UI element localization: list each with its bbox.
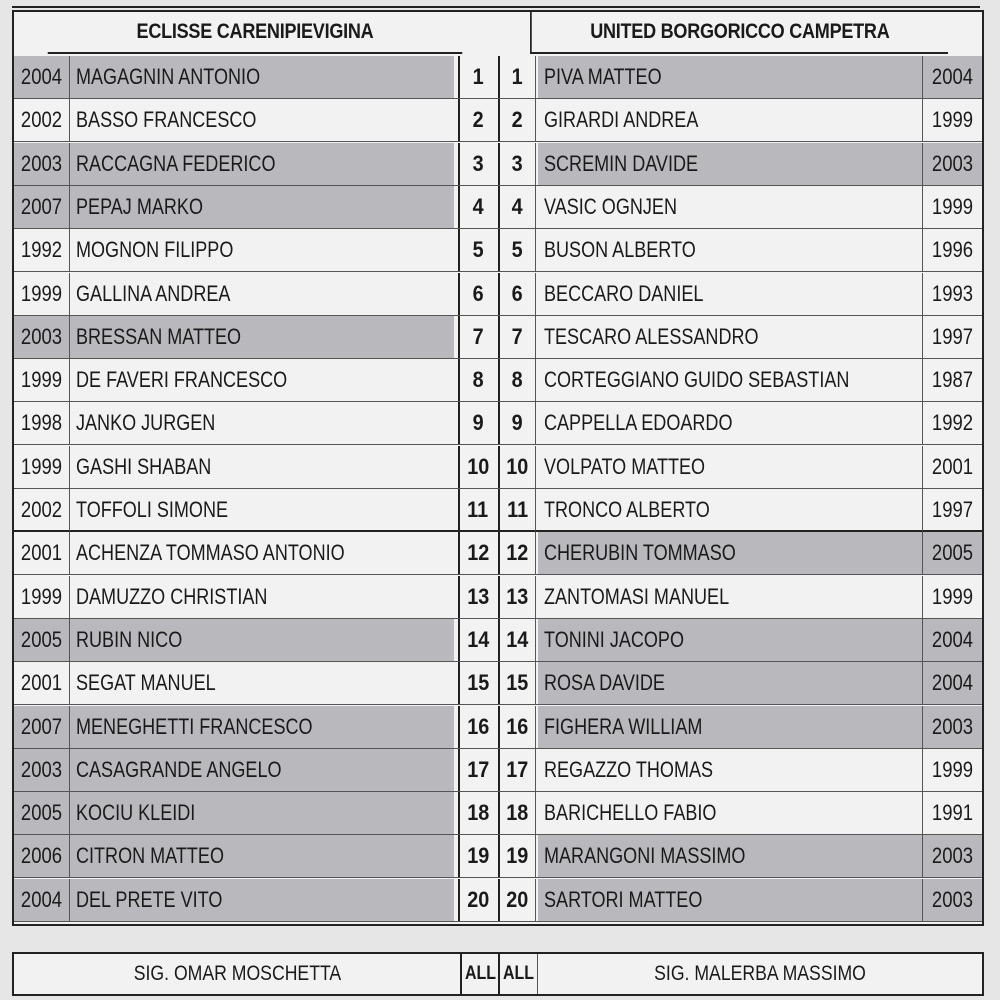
home-player-name-text: BRESSAN MATTEO: [76, 323, 242, 349]
home-player-name-text: JANKO JURGEN: [76, 410, 216, 436]
officials-row: [12, 952, 984, 996]
home-player-name: [70, 359, 454, 401]
home-player-name-text: CASAGRANDE ANGELO: [76, 756, 282, 782]
away-birth-year-text: 2003: [931, 713, 974, 739]
away-birth-year: [922, 532, 982, 574]
away-birth-year-text: 2004: [931, 626, 974, 652]
home-player-name-text: BASSO FRANCESCO: [76, 107, 257, 133]
home-shirt-number-text: 17: [466, 756, 490, 782]
away-coach-role: [498, 954, 538, 994]
home-player-name: [70, 532, 454, 574]
away-shirt-number: [498, 186, 536, 228]
table-row: [14, 619, 982, 662]
away-birth-year: [922, 56, 982, 98]
away-birth-year-text: 2004: [931, 670, 974, 696]
away-shirt-number: [498, 316, 536, 358]
away-birth-year: [922, 879, 982, 921]
home-shirt-number-text: 8: [472, 367, 484, 393]
home-shirt-number: [458, 619, 496, 661]
away-player-name-text: FIGHERA WILLIAM: [544, 713, 703, 739]
home-player-name-text: RACCAGNA FEDERICO: [76, 150, 276, 176]
away-birth-year-text: 1992: [931, 410, 974, 436]
home-shirt-number-text: 16: [466, 713, 490, 739]
home-player-name: [70, 662, 454, 704]
table-row: [14, 446, 982, 489]
away-shirt-number: [498, 879, 536, 921]
home-team-header: ECLISSE CARENIPIEVIGINA: [48, 12, 463, 54]
home-shirt-number: [458, 316, 496, 358]
home-player-name-text: MENEGHETTI FRANCESCO: [76, 713, 313, 739]
home-birth-year: [14, 532, 70, 574]
away-birth-year-text: 1997: [931, 497, 974, 522]
away-birth-year: [922, 446, 982, 488]
away-player-name: [538, 359, 922, 401]
home-birth-year-text: 2002: [20, 497, 63, 522]
home-birth-year: [14, 229, 70, 271]
away-shirt-number: [498, 749, 536, 791]
away-player-name-text: ROSA DAVIDE: [544, 670, 665, 696]
table-row: [14, 749, 982, 792]
table-row: [14, 273, 982, 316]
home-player-name-text: CITRON MATTEO: [76, 843, 224, 869]
table-row: [14, 359, 982, 402]
home-coach-text: SIG. OMAR MOSCHETTA: [133, 962, 341, 985]
away-shirt-number-text: 5: [511, 237, 524, 263]
away-shirt-number-text: 4: [511, 193, 524, 219]
away-coach-text: SIG. MALERBA MASSIMO: [654, 962, 866, 985]
away-birth-year: [922, 99, 982, 141]
away-birth-year: [922, 749, 982, 791]
away-player-name: [538, 879, 922, 921]
home-birth-year-text: 2005: [20, 800, 63, 826]
away-birth-year: [922, 835, 982, 877]
home-player-name-text: MAGAGNIN ANTONIO: [76, 64, 261, 89]
away-shirt-number-text: 18: [506, 800, 529, 826]
away-shirt-number: [498, 489, 536, 531]
home-birth-year-text: 1999: [20, 280, 63, 306]
home-shirt-number: [458, 229, 496, 271]
home-player-name-text: MOGNON FILIPPO: [76, 237, 234, 263]
away-player-name-text: ZANTOMASI MANUEL: [544, 583, 730, 609]
home-birth-year: [14, 359, 70, 401]
table-row: [14, 402, 982, 445]
home-shirt-number-text: 7: [472, 323, 484, 349]
away-birth-year: [922, 229, 982, 271]
away-shirt-number: [498, 532, 536, 574]
home-shirt-number: [458, 99, 496, 141]
home-shirt-number: [458, 56, 496, 98]
home-shirt-number: [458, 879, 496, 921]
away-shirt-number-text: 3: [511, 150, 524, 176]
roster-table: [12, 10, 984, 926]
away-shirt-number-text: 7: [511, 323, 524, 349]
home-birth-year: [14, 662, 70, 704]
away-player-name-text: REGAZZO THOMAS: [544, 756, 714, 782]
away-player-name: [538, 402, 922, 444]
away-player-name: [538, 662, 922, 704]
home-birth-year-text: 1992: [20, 237, 63, 263]
home-shirt-number: [458, 835, 496, 877]
away-birth-year-text: 1997: [931, 323, 974, 349]
table-row: [14, 706, 982, 749]
home-birth-year-text: 2001: [20, 670, 63, 696]
home-shirt-number-text: 9: [472, 410, 484, 436]
home-shirt-number-text: 18: [466, 800, 490, 826]
home-role-text: ALL: [464, 963, 496, 984]
table-row: [14, 792, 982, 835]
away-birth-year-text: 2004: [931, 64, 974, 89]
away-player-name: [538, 489, 922, 531]
away-team-header: UNITED BORGORICCO CAMPETRA: [530, 12, 948, 54]
away-birth-year-text: 2003: [931, 150, 974, 176]
away-player-name-text: TESCARO ALESSANDRO: [544, 323, 759, 349]
table-row: [14, 56, 982, 99]
home-player-name-text: GASHI SHABAN: [76, 453, 212, 479]
away-shirt-number-text: 20: [506, 886, 529, 912]
home-birth-year-text: 2001: [20, 540, 63, 566]
away-birth-year-text: 1993: [931, 280, 974, 306]
away-player-name: [538, 143, 922, 185]
home-birth-year: [14, 56, 70, 98]
table-row: [14, 532, 982, 575]
away-birth-year-text: 1999: [931, 756, 974, 782]
away-player-name-text: CHERUBIN TOMMASO: [544, 540, 736, 566]
home-player-name: [70, 792, 454, 834]
away-shirt-number-text: 14: [506, 626, 529, 652]
away-coach-name: [538, 954, 982, 994]
away-player-name-text: BECCARO DANIEL: [544, 280, 704, 306]
home-shirt-number-text: 1: [472, 64, 484, 89]
home-shirt-number-text: 14: [466, 626, 490, 652]
away-player-name: [538, 792, 922, 834]
home-shirt-number-text: 12: [466, 540, 490, 566]
home-birth-year: [14, 402, 70, 444]
home-birth-year: [14, 835, 70, 877]
home-player-name-text: KOCIU KLEIDI: [76, 800, 196, 826]
table-row: [14, 143, 982, 186]
home-birth-year-text: 2003: [20, 150, 63, 176]
table-row: [14, 186, 982, 229]
home-shirt-number-text: 5: [472, 237, 484, 263]
away-shirt-number: [498, 835, 536, 877]
away-player-name-text: TONINI JACOPO: [544, 626, 685, 652]
home-birth-year: [14, 489, 70, 531]
home-player-name: [70, 56, 454, 98]
table-row: [14, 879, 982, 922]
home-birth-year-text: 1998: [20, 410, 63, 436]
home-player-name-text: DE FAVERI FRANCESCO: [76, 367, 288, 393]
home-player-name: [70, 749, 454, 791]
home-shirt-number-text: 11: [467, 497, 489, 522]
away-shirt-number-text: 11: [507, 497, 528, 522]
home-player-name-text: RUBIN NICO: [76, 626, 183, 652]
away-shirt-number-text: 17: [506, 756, 529, 782]
home-player-name-text: DEL PRETE VITO: [76, 886, 223, 912]
table-row: [14, 576, 982, 619]
away-shirt-number: [498, 662, 536, 704]
home-birth-year: [14, 273, 70, 315]
away-player-name-text: SCREMIN DAVIDE: [544, 150, 699, 176]
away-shirt-number: [498, 402, 536, 444]
away-birth-year: [922, 316, 982, 358]
away-player-name-text: VOLPATO MATTEO: [544, 453, 706, 479]
home-birth-year-text: 2007: [20, 193, 63, 219]
away-shirt-number-text: 2: [511, 107, 524, 133]
home-shirt-number-text: 6: [472, 280, 484, 306]
home-player-name-text: SEGAT MANUEL: [76, 670, 216, 696]
home-player-name: [70, 316, 454, 358]
away-player-name-text: CAPPELLA EDOARDO: [544, 410, 733, 436]
away-shirt-number-text: 10: [506, 453, 529, 479]
home-shirt-number-text: 3: [472, 150, 484, 176]
home-shirt-number: [458, 143, 496, 185]
home-birth-year-text: 2004: [20, 64, 63, 89]
table-row: [14, 99, 982, 142]
home-shirt-number: [458, 749, 496, 791]
away-player-name: [538, 273, 922, 315]
away-player-name-text: TRONCO ALBERTO: [544, 497, 710, 522]
away-birth-year: [922, 792, 982, 834]
home-shirt-number: [458, 359, 496, 401]
away-birth-year-text: 1999: [931, 583, 974, 609]
home-shirt-number-text: 19: [466, 843, 490, 869]
home-player-name-text: TOFFOLI SIMONE: [76, 497, 229, 522]
table-row: [14, 489, 982, 532]
away-shirt-number: [498, 229, 536, 271]
away-player-name: [538, 99, 922, 141]
away-player-name-text: VASIC OGNJEN: [544, 193, 677, 219]
away-shirt-number: [498, 143, 536, 185]
home-coach-name: [14, 954, 460, 994]
home-player-name: [70, 835, 454, 877]
away-birth-year: [922, 359, 982, 401]
away-player-name: [538, 446, 922, 488]
away-birth-year: [922, 402, 982, 444]
home-player-name: [70, 619, 454, 661]
home-player-name: [70, 489, 454, 531]
away-shirt-number: [498, 792, 536, 834]
away-player-name: [538, 186, 922, 228]
home-shirt-number: [458, 273, 496, 315]
table-row: [14, 835, 982, 878]
away-shirt-number-text: 9: [511, 410, 524, 436]
away-player-name-text: BARICHELLO FABIO: [544, 800, 717, 826]
home-player-name: [70, 576, 454, 618]
home-player-name-text: GALLINA ANDREA: [76, 280, 231, 306]
away-birth-year: [922, 186, 982, 228]
home-birth-year-text: 2002: [20, 107, 63, 133]
table-row: [14, 662, 982, 705]
home-player-name: [70, 229, 454, 271]
away-shirt-number: [498, 273, 536, 315]
away-birth-year: [922, 273, 982, 315]
home-shirt-number-text: 4: [472, 193, 484, 219]
home-player-name: [70, 706, 454, 748]
away-birth-year-text: 2003: [931, 886, 974, 912]
home-player-name: [70, 99, 454, 141]
home-shirt-number: [458, 576, 496, 618]
away-birth-year: [922, 576, 982, 618]
away-shirt-number: [498, 576, 536, 618]
away-birth-year-text: 1991: [931, 800, 974, 826]
home-player-name: [70, 879, 454, 921]
home-shirt-number: [458, 446, 496, 488]
home-birth-year: [14, 619, 70, 661]
home-birth-year: [14, 316, 70, 358]
away-shirt-number-text: 15: [506, 670, 529, 696]
home-shirt-number: [458, 706, 496, 748]
home-birth-year-text: 2007: [20, 713, 63, 739]
home-birth-year-text: 1999: [20, 453, 63, 479]
home-player-name-text: ACHENZA TOMMASO ANTONIO: [76, 540, 345, 566]
away-player-name: [538, 576, 922, 618]
home-shirt-number: [458, 489, 496, 531]
table-row: [14, 316, 982, 359]
away-shirt-number-text: 16: [506, 713, 529, 739]
home-birth-year: [14, 186, 70, 228]
away-birth-year-text: 1996: [931, 237, 974, 263]
away-shirt-number: [498, 56, 536, 98]
roster-rows: [14, 56, 982, 922]
away-birth-year-text: 2001: [931, 453, 974, 479]
away-player-name-text: BUSON ALBERTO: [544, 237, 696, 263]
away-birth-year-text: 2005: [931, 540, 974, 566]
home-birth-year-text: 2003: [20, 756, 63, 782]
home-shirt-number: [458, 402, 496, 444]
home-shirt-number-text: 15: [466, 670, 490, 696]
away-player-name: [538, 532, 922, 574]
home-shirt-number: [458, 662, 496, 704]
away-birth-year: [922, 489, 982, 531]
home-shirt-number-text: 13: [466, 583, 490, 609]
home-shirt-number: [458, 792, 496, 834]
away-birth-year-text: 1999: [931, 107, 974, 133]
away-shirt-number: [498, 359, 536, 401]
away-player-name-text: SARTORI MATTEO: [544, 886, 703, 912]
away-player-name: [538, 706, 922, 748]
home-birth-year: [14, 143, 70, 185]
home-birth-year: [14, 446, 70, 488]
home-birth-year-text: 2005: [20, 626, 63, 652]
away-shirt-number: [498, 706, 536, 748]
home-shirt-number: [458, 186, 496, 228]
home-player-name-text: PEPAJ MARKO: [76, 193, 203, 219]
away-birth-year: [922, 706, 982, 748]
home-shirt-number-text: 20: [466, 886, 490, 912]
away-player-name: [538, 835, 922, 877]
home-birth-year: [14, 706, 70, 748]
away-birth-year: [922, 619, 982, 661]
table-row: [14, 229, 982, 272]
home-player-name: [70, 402, 454, 444]
home-player-name-text: DAMUZZO CHRISTIAN: [76, 583, 268, 609]
away-player-name-text: GIRARDI ANDREA: [544, 107, 699, 133]
away-shirt-number-text: 1: [511, 64, 524, 89]
away-shirt-number: [498, 619, 536, 661]
home-birth-year-text: 1999: [20, 367, 63, 393]
away-shirt-number-text: 19: [506, 843, 529, 869]
home-birth-year-text: 2004: [20, 886, 63, 912]
home-player-name: [70, 143, 454, 185]
home-player-name: [70, 446, 454, 488]
away-player-name-text: MARANGONI MASSIMO: [544, 843, 746, 869]
away-role-text: ALL: [502, 963, 535, 984]
away-birth-year-text: 1987: [931, 367, 974, 393]
home-birth-year-text: 2006: [20, 843, 63, 869]
away-birth-year: [922, 662, 982, 704]
away-player-name-text: CORTEGGIANO GUIDO SEBASTIAN: [544, 367, 850, 393]
home-shirt-number-text: 10: [466, 453, 490, 479]
home-birth-year: [14, 576, 70, 618]
home-coach-role: [460, 954, 498, 994]
away-birth-year: [922, 143, 982, 185]
home-birth-year-text: 1999: [20, 583, 63, 609]
home-player-name: [70, 186, 454, 228]
home-birth-year: [14, 792, 70, 834]
top-rule: [12, 0, 980, 8]
home-shirt-number: [458, 532, 496, 574]
away-birth-year-text: 2003: [931, 843, 974, 869]
away-shirt-number-text: 13: [506, 583, 529, 609]
away-player-name: [538, 619, 922, 661]
home-birth-year: [14, 879, 70, 921]
away-player-name: [538, 229, 922, 271]
away-shirt-number-text: 12: [506, 540, 529, 566]
home-player-name: [70, 273, 454, 315]
away-shirt-number-text: 6: [511, 280, 524, 306]
away-shirt-number: [498, 446, 536, 488]
away-birth-year-text: 1999: [931, 193, 974, 219]
home-birth-year-text: 2003: [20, 323, 63, 349]
away-player-name-text: PIVA MATTEO: [544, 64, 662, 89]
away-player-name: [538, 316, 922, 358]
away-player-name: [538, 56, 922, 98]
away-shirt-number: [498, 99, 536, 141]
away-shirt-number-text: 8: [511, 367, 524, 393]
home-birth-year: [14, 99, 70, 141]
home-shirt-number-text: 2: [472, 107, 484, 133]
away-player-name: [538, 749, 922, 791]
home-birth-year: [14, 749, 70, 791]
